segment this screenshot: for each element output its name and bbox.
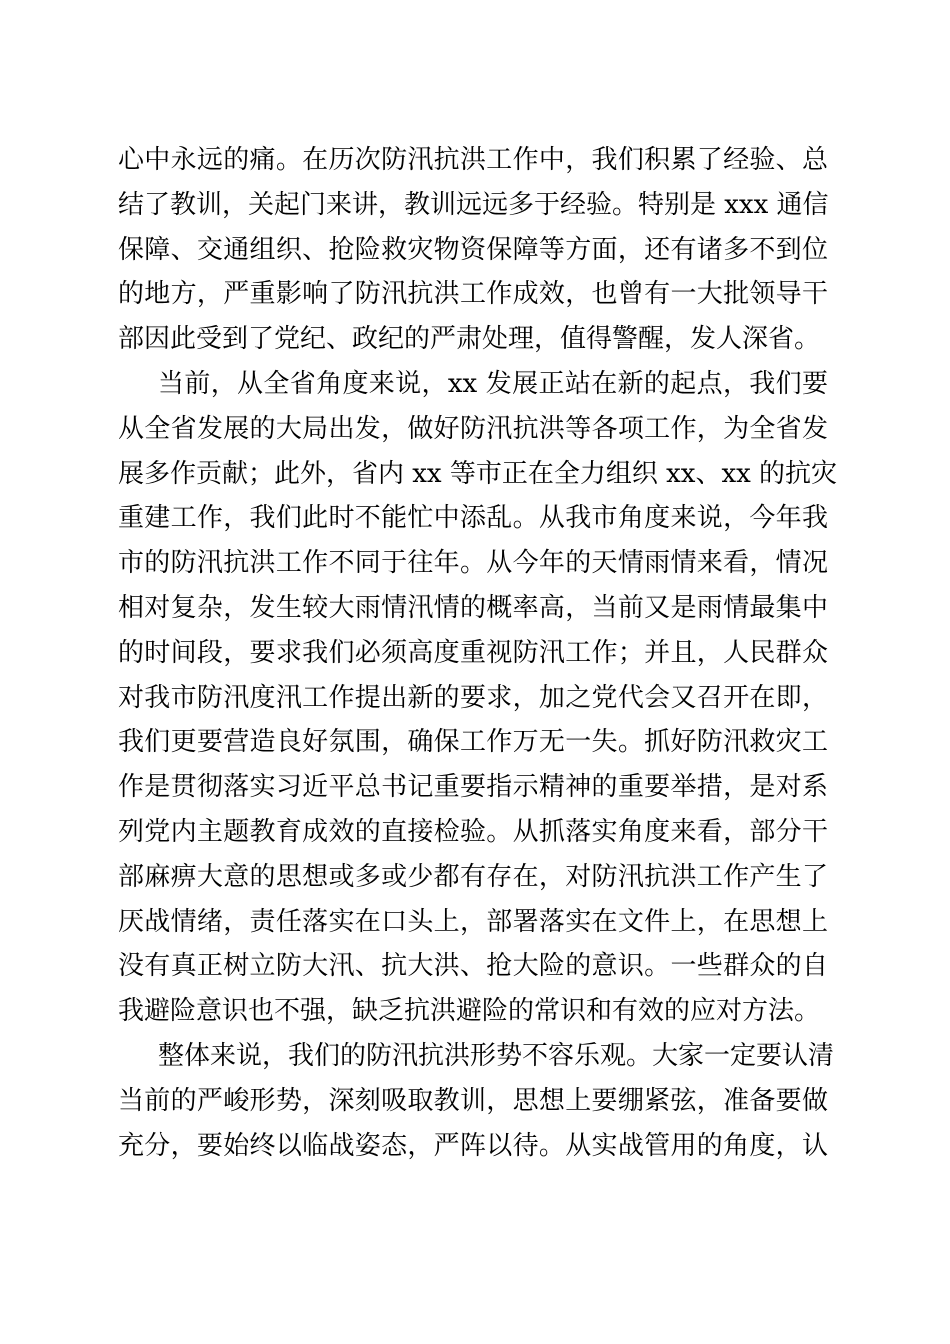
text-line: 我们更要营造良好氛围，确保工作万无一失。抓好防汛救灾工 bbox=[118, 727, 828, 758]
text-line: 当前的严峻形势，深刻吸取教训，思想上要绷紧弦，准备要做 bbox=[118, 1085, 828, 1116]
text-line: 市的防汛抗洪工作不同于往年。从今年的天情雨情来看，情况 bbox=[118, 548, 828, 579]
text-line: 结了教训，关起门来讲，教训远远多于经验。特别是 xxx 通信 bbox=[118, 189, 829, 220]
text-line: 我避险意识也不强，缺乏抗洪避险的常识和有效的应对方法。 bbox=[118, 996, 821, 1027]
text-line: 展多作贡献；此外，省内 xx 等市正在全力组织 xx、xx 的抗灾 bbox=[118, 458, 838, 489]
text-line: 充分，要始终以临战姿态，严阵以待。从实战管用的角度，认 bbox=[118, 1130, 828, 1161]
text-line: 部因此受到了党纪、政纪的严肃处理，值得警醒，发人深省。 bbox=[118, 324, 821, 355]
document-page bbox=[118, 138, 838, 1168]
text-line: 重建工作，我们此时不能忙中添乱。从我市角度来说，今年我 bbox=[118, 503, 828, 534]
text-line: 心中永远的痛。在历次防汛抗洪工作中，我们积累了经验、总 bbox=[118, 145, 828, 175]
text-line: 相对复杂，发生较大雨情汛情的概率高，当前又是雨情最集中 bbox=[118, 592, 828, 623]
text-line: 保障、交通组织、抢险救灾物资保障等方面，还有诸多不到位 bbox=[118, 234, 828, 265]
text-line: 没有真正树立防大汛、抗大洪、抢大险的意识。一些群众的自 bbox=[118, 951, 828, 982]
text-line: 的时间段，要求我们必须高度重视防汛工作；并且，人民群众 bbox=[118, 637, 828, 668]
text-line: 部麻痹大意的思想或多或少都有存在，对防汛抗洪工作产生了 bbox=[118, 861, 828, 892]
text-line: 厌战情绪，责任落实在口头上，部署落实在文件上，在思想上 bbox=[118, 906, 828, 937]
paragraph-1 bbox=[118, 138, 828, 362]
text-line: 当前，从全省角度来说，xx 发展正站在新的起点，我们要 bbox=[158, 368, 828, 399]
paragraph-3 bbox=[118, 1034, 835, 1168]
text-line: 对我市防汛度汛工作提出新的要求，加之党代会又召开在即， bbox=[118, 682, 828, 713]
text-line: 作是贯彻落实习近平总书记重要指示精神的重要举措，是对系 bbox=[118, 772, 828, 803]
text-line: 从全省发展的大局出发，做好防汛抗洪等各项工作，为全省发 bbox=[118, 413, 828, 444]
text-line: 的地方，严重影响了防汛抗洪工作成效，也曾有一大批领导干 bbox=[118, 279, 828, 310]
paragraph-2 bbox=[118, 362, 838, 1034]
text-line: 整体来说，我们的防汛抗洪形势不容乐观。大家一定要认清 bbox=[158, 1040, 835, 1071]
text-line: 列党内主题教育成效的直接检验。从抓落实角度来看，部分干 bbox=[118, 816, 828, 847]
